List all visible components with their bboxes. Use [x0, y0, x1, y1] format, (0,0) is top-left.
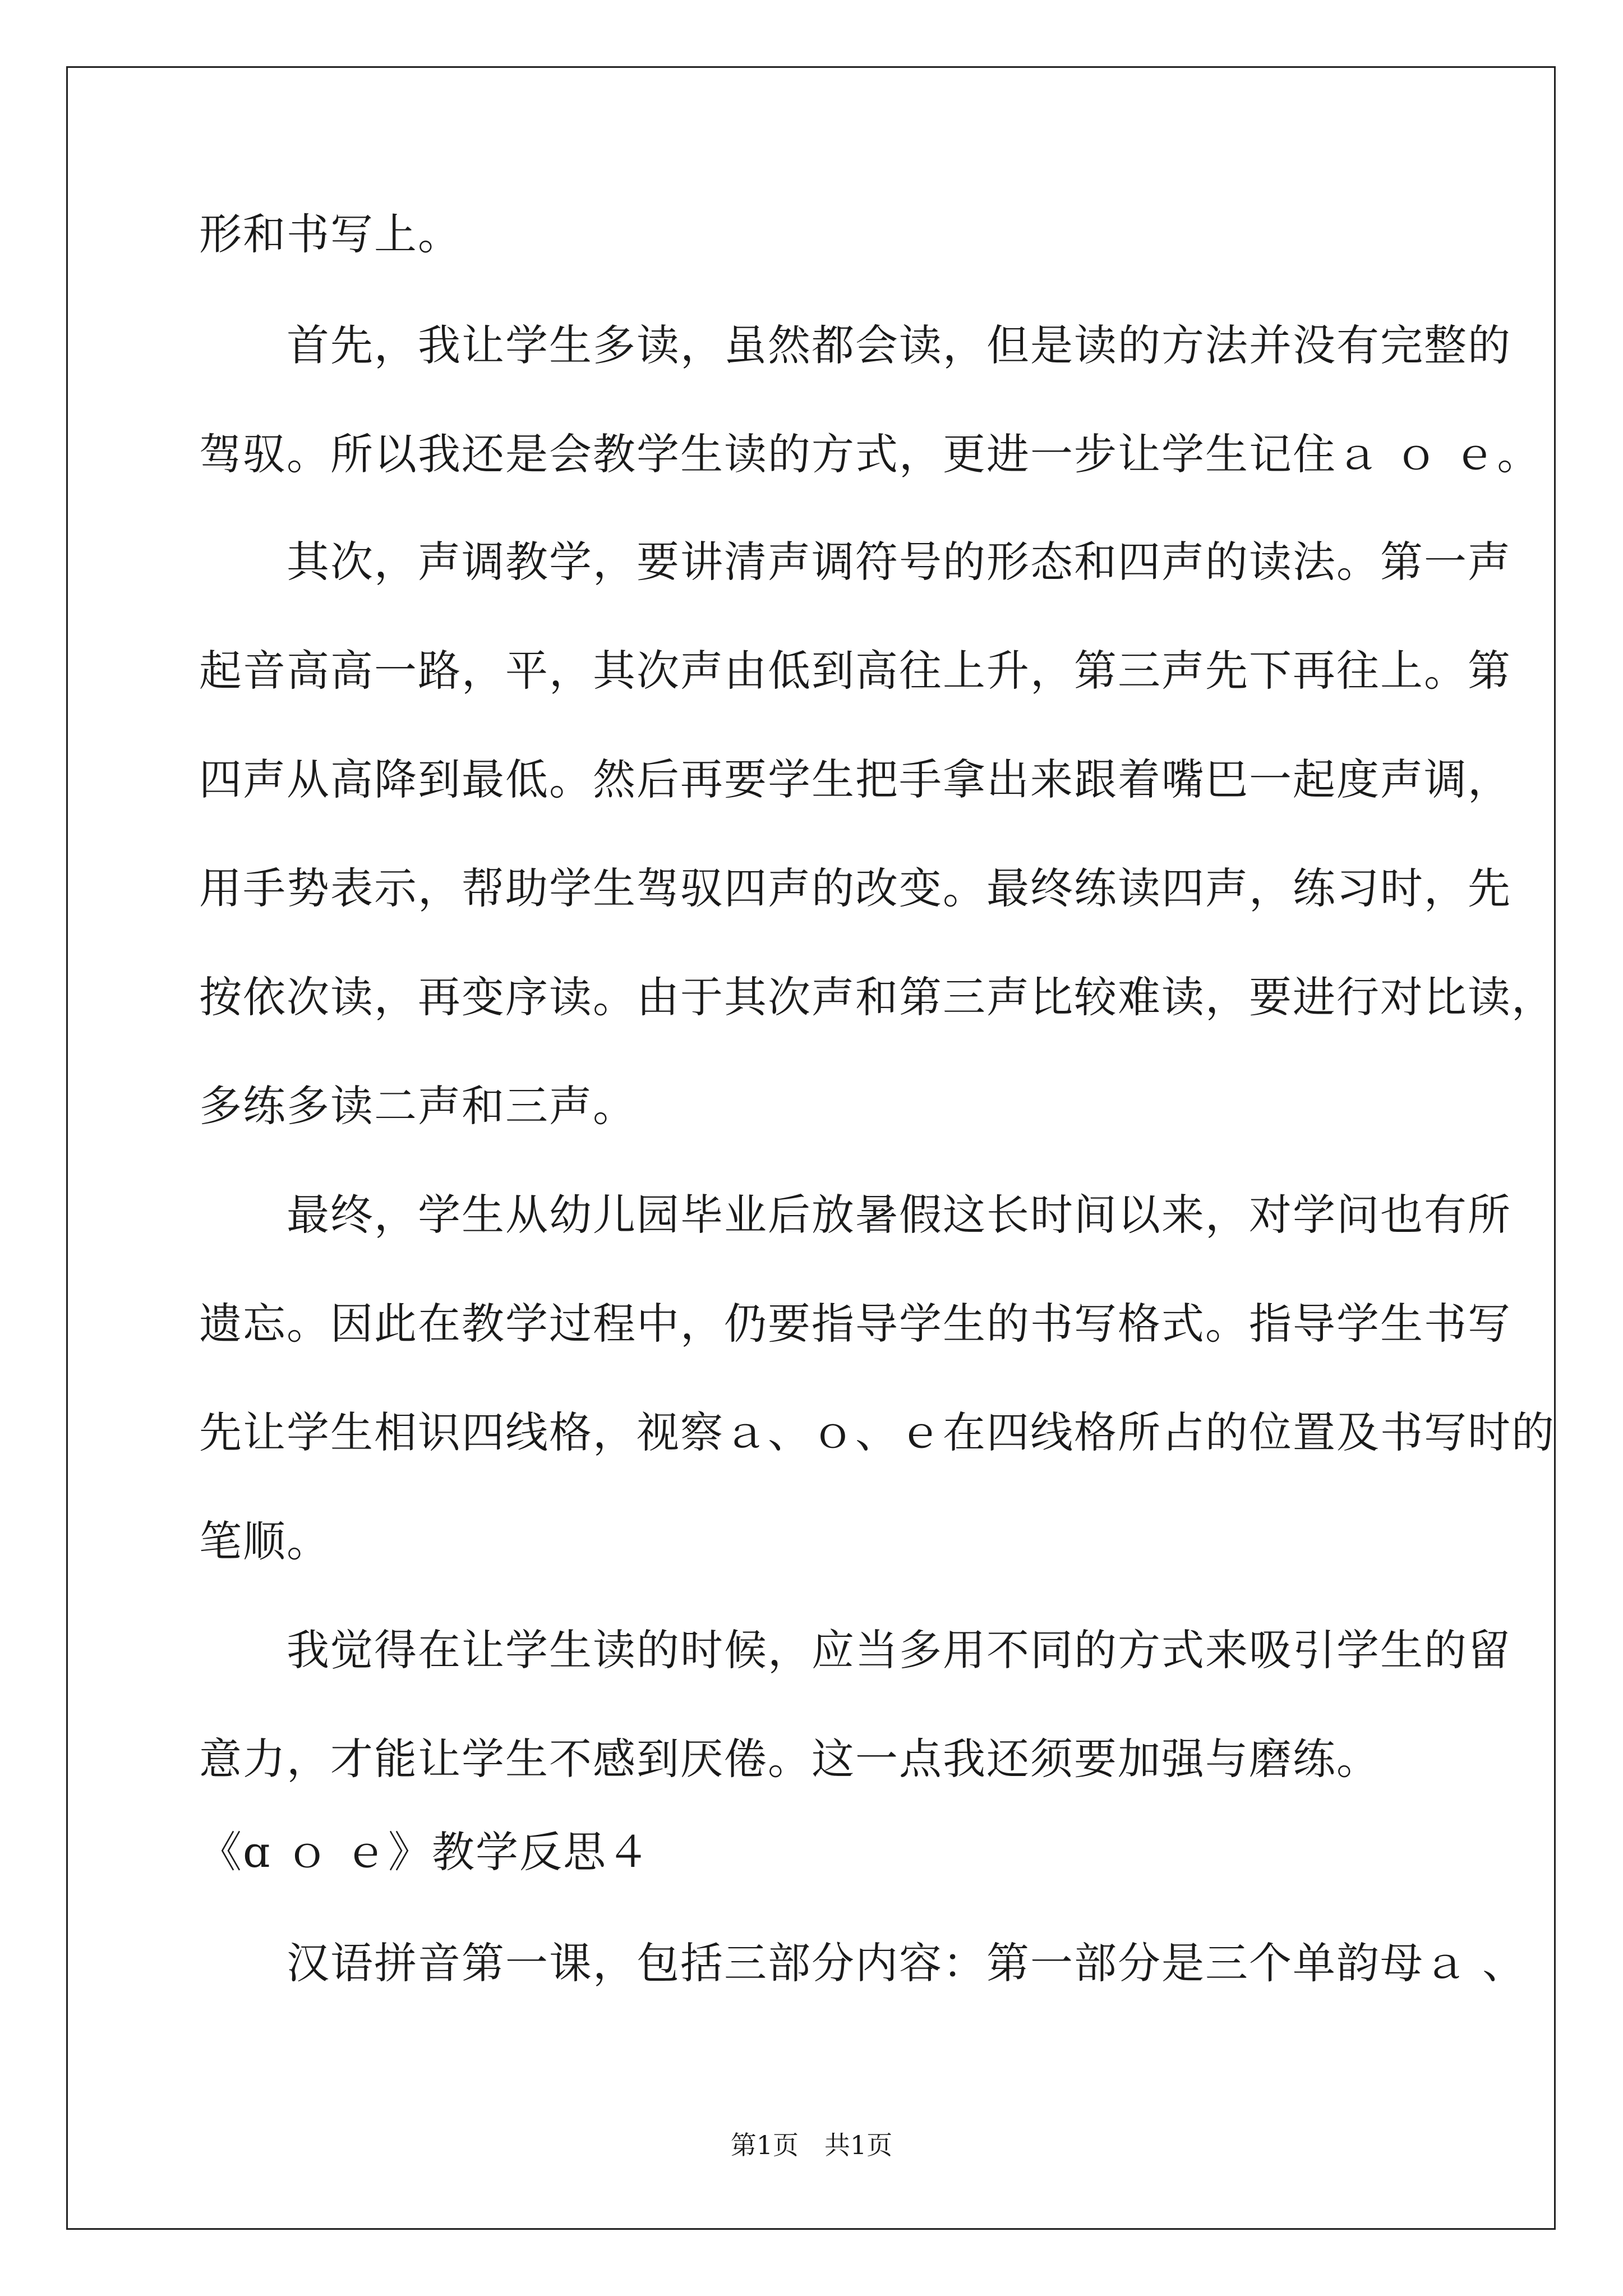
page-footer: 第1页 共1页 [730, 2130, 893, 2160]
text-line: 驾驭。所以我还是会教学生读的方式，更进一步让学生记住ａ ｏ ｅ。 [199, 429, 1541, 479]
page-border [66, 66, 1556, 2230]
section-heading: 《ɑ ｏ ｅ》教学反思４ [199, 1827, 651, 1877]
text-line: 先让学生相识四线格，视察ａ、ｏ、ｅ在四线格所占的位置及书写时的 [199, 1407, 1555, 1457]
text-line: 其次，声调教学，要讲清声调符号的形态和四声的读法。第一声 [199, 537, 1511, 587]
text-line: 用手势表示，帮助学生驾驭四声的改变。最终练读四声，练习时，先 [199, 863, 1511, 913]
text-line: 笔顺。 [199, 1516, 330, 1566]
text-line: 起音高高一路，平，其次声由低到高往上升，第三声先下再往上。第 [199, 646, 1511, 696]
text-line: 我觉得在让学生读的时候，应当多用不同的方式来吸引学生的留 [199, 1625, 1511, 1675]
text-line: 形和书写上。 [199, 209, 462, 259]
text-line: 汉语拼音第一课，包括三部分内容：第一部分是三个单韵母ａ 、 [199, 1938, 1527, 1988]
text-line: 按依次读，再变序读。由于其次声和第三声比较难读，要进行对比读， [199, 972, 1555, 1022]
text-line: 四声从高降到最低。然后再要学生把手拿出来跟着嘴巴一起度声调， [199, 754, 1511, 804]
text-line: 最终，学生从幼儿园毕业后放暑假这长时间以来，对学问也有所 [199, 1190, 1511, 1240]
text-line: 遗忘。因此在教学过程中，仍要指导学生的书写格式。指导学生书写 [199, 1299, 1511, 1349]
text-line: 首先，我让学生多读，虽然都会读，但是读的方法并没有完整的 [199, 320, 1511, 370]
text-line: 多练多读二声和三声。 [199, 1081, 637, 1131]
text-line: 意力，才能让学生不感到厌倦。这一点我还须要加强与磨练。 [199, 1734, 1380, 1784]
